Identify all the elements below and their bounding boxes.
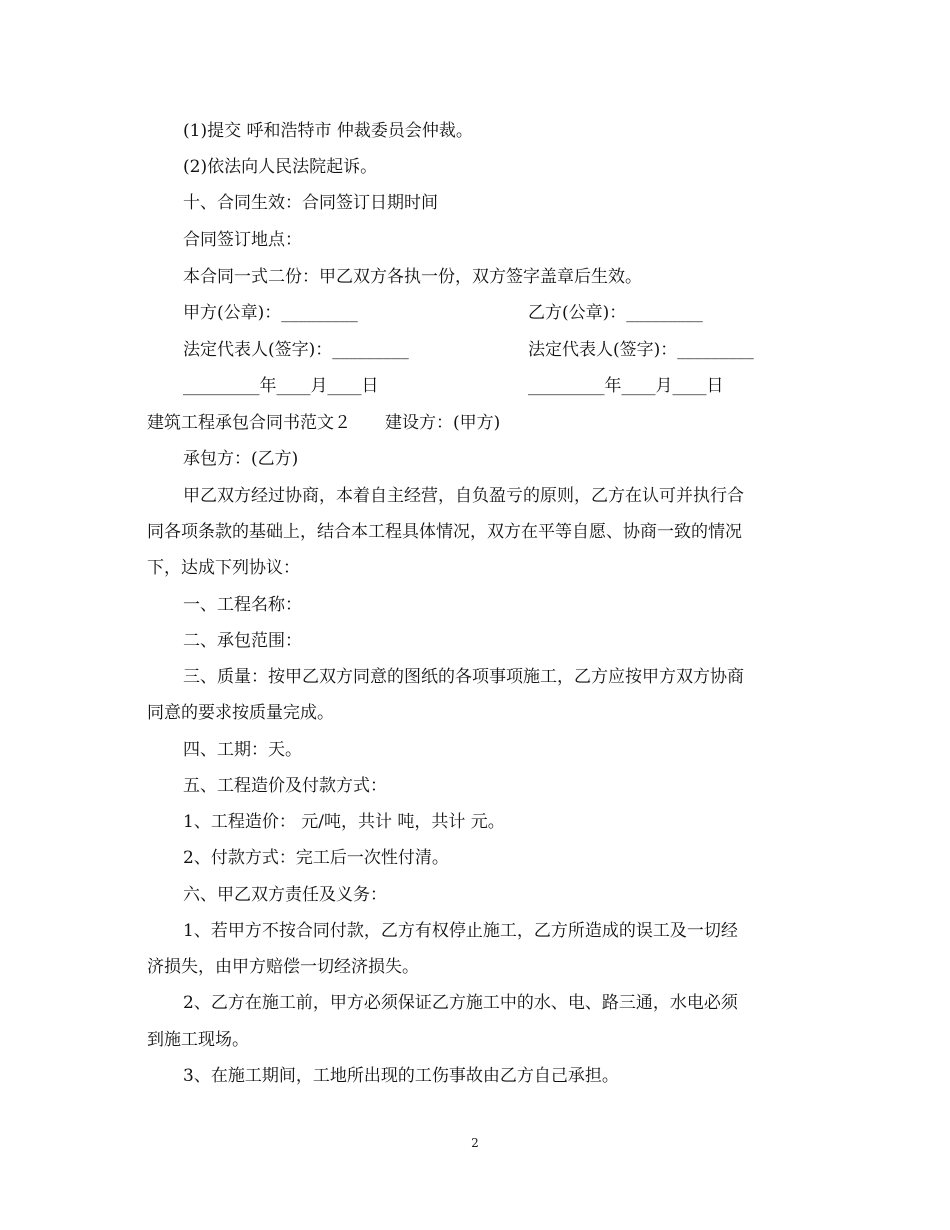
agreement-paragraph-line-2: 同各项条款的基础上，结合本工程具体情况，双方在平等自愿、协商一致的情况 <box>147 522 742 542</box>
price-line: 1、工程造价： 元/吨，共计 吨，共计 元。 <box>183 812 505 832</box>
party-b-representative-line: 法定代表人(签字)：_________ <box>528 340 754 360</box>
responsibility-two-line-1: 2、乙方在施工前，甲方必须保证乙方施工中的水、电、路三通，水电必须 <box>183 993 738 1013</box>
project-name-line: 一、工程名称： <box>183 595 302 615</box>
price-payment-heading: 五、工程造价及付款方式： <box>183 776 387 796</box>
agreement-paragraph-line-1: 甲乙双方经过协商，本着自主经营，自负盈亏的原则，乙方在认可并执行合 <box>183 486 744 506</box>
responsibilities-heading: 六、甲乙双方责任及义务： <box>183 885 387 905</box>
signing-place-line: 合同签订地点： <box>183 230 302 250</box>
lawsuit-option-line: (2)依法向人民法院起诉。 <box>183 157 378 177</box>
party-b-date-line: _________年____月____日 <box>528 376 724 396</box>
party-b-seal-line: 乙方(公章)：_________ <box>528 303 703 323</box>
contract-title-line: 建筑工程承包合同书范文２ 建设方：(甲方) <box>147 413 501 433</box>
duration-line: 四、工期：天。 <box>183 740 302 760</box>
copies-line: 本合同一式二份：甲乙双方各执一份，双方签字盖章后生效。 <box>183 267 642 287</box>
contract-effective-line: 十、合同生效：合同签订日期时间 <box>183 193 438 213</box>
party-a-seal-line: 甲方(公章)：_________ <box>183 303 358 323</box>
responsibility-three-line: 3、在施工期间，工地所出现的工伤事故由乙方自己承担。 <box>183 1066 619 1086</box>
responsibility-two-line-2: 到施工现场。 <box>147 1030 249 1050</box>
responsibility-one-line-2: 济损失，由甲方赔偿一切经济损失。 <box>147 957 419 977</box>
scope-line: 二、承包范围： <box>183 631 302 651</box>
party-a-date-line: _________年____月____日 <box>183 376 379 396</box>
responsibility-one-line-1: 1、若甲方不按合同付款，乙方有权停止施工，乙方所造成的误工及一切经 <box>183 921 738 941</box>
arbitration-option-line: (1)提交 呼和浩特市 仲裁委员会仲裁。 <box>183 121 473 141</box>
payment-method-line: 2、付款方式：完工后一次性付清。 <box>183 848 449 868</box>
quality-line-2: 同意的要求按质量完成。 <box>147 703 334 723</box>
agreement-paragraph-line-3: 下，达成下列协议： <box>147 558 300 578</box>
quality-line-1: 三、质量：按甲乙双方同意的图纸的各项事项施工，乙方应按甲方双方协商 <box>183 667 744 687</box>
contractor-line: 承包方：(乙方) <box>183 449 299 469</box>
party-a-representative-line: 法定代表人(签字)：_________ <box>183 340 409 360</box>
page-number: 2 <box>471 1136 479 1150</box>
